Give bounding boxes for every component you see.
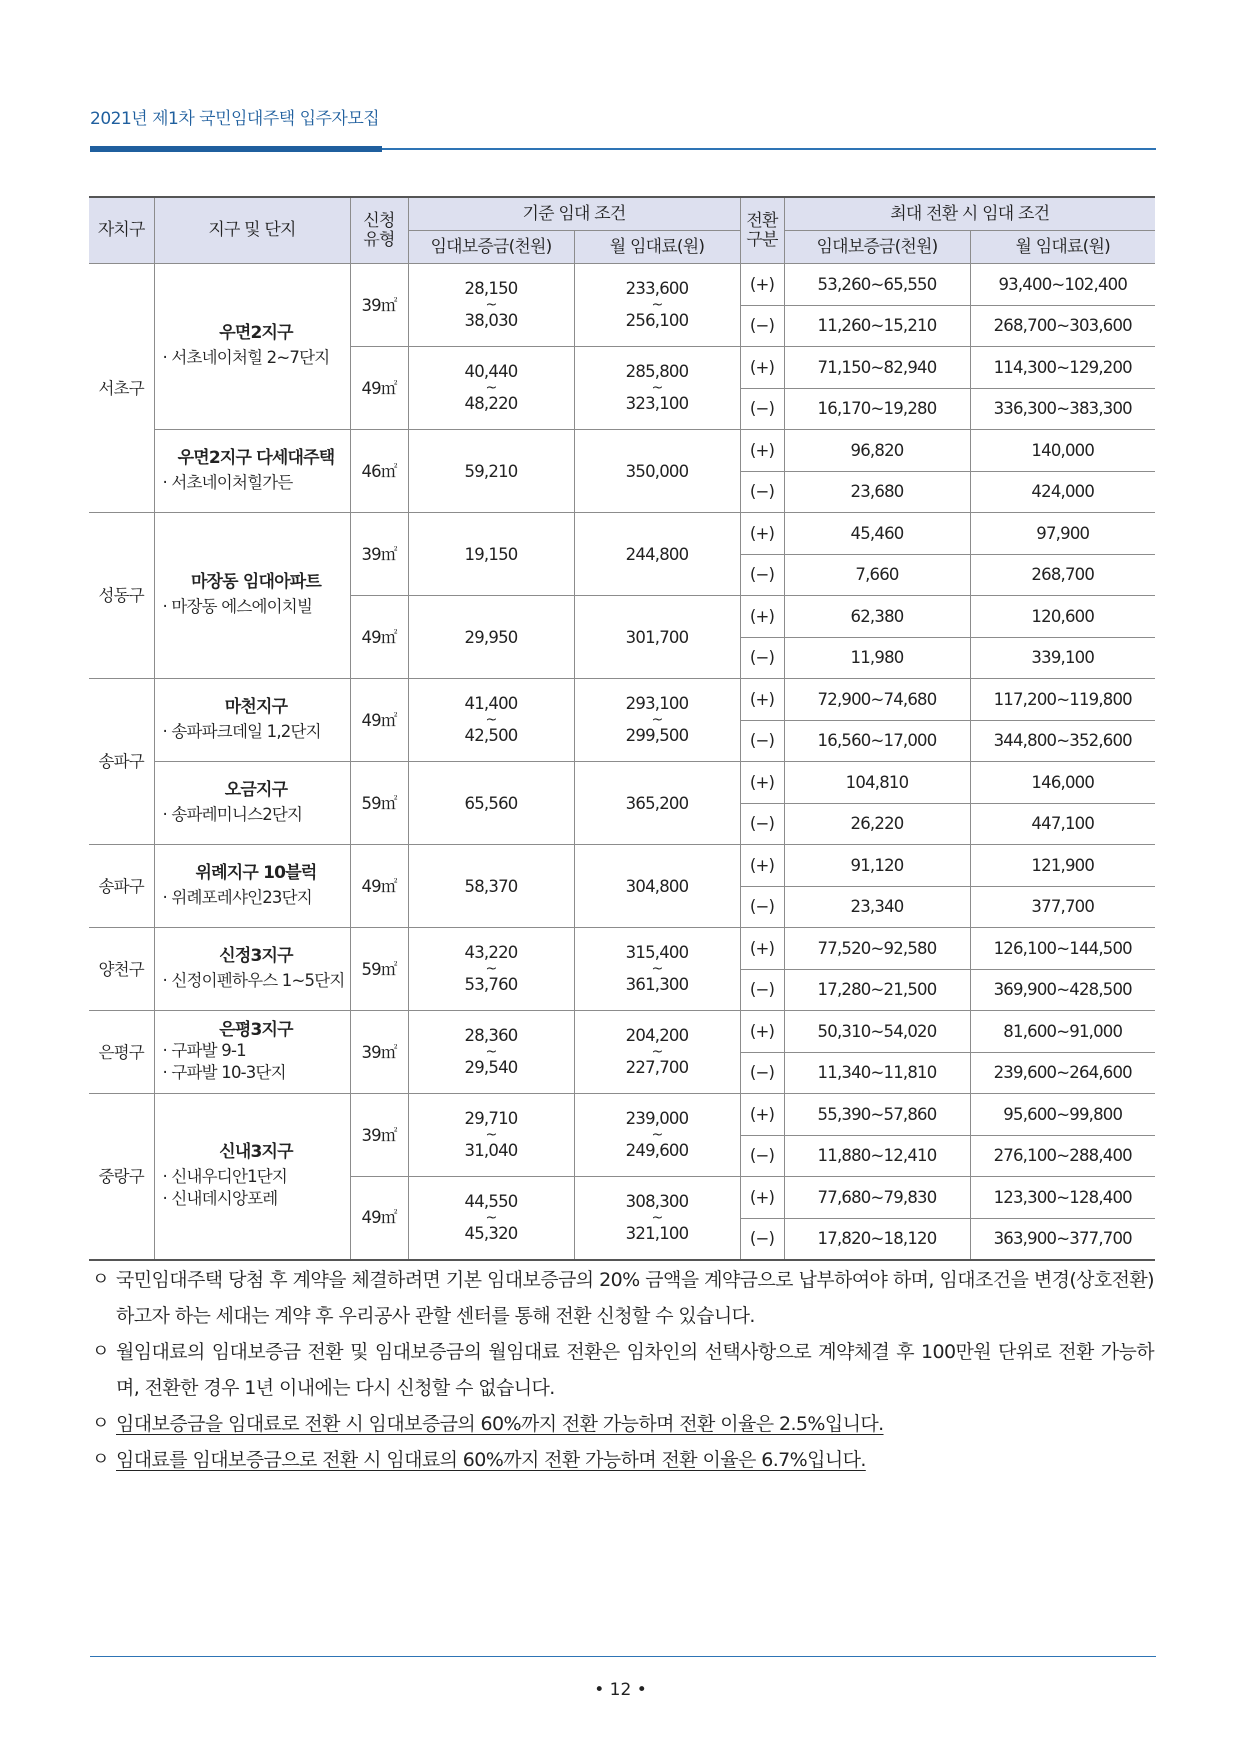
base-rent-cell: 204,200 ~ 227,700: [574, 1011, 740, 1094]
max-deposit-cell: 62,380: [784, 596, 970, 638]
base-deposit-cell: 29,710 ~ 31,040: [408, 1094, 574, 1177]
base-deposit-cell: 41,400 ~ 42,500: [408, 679, 574, 762]
max-rent-cell: 377,700: [970, 886, 1155, 928]
table-row: [89, 762, 1155, 804]
base-rent-cell: 233,600 ~ 256,100: [574, 264, 740, 347]
table-row: [89, 679, 1155, 721]
base-deposit-cell: 59,210: [408, 430, 574, 513]
header-rule-accent: [90, 146, 382, 152]
max-rent-cell: 268,700~303,600: [970, 305, 1155, 347]
complex-cell: [154, 1094, 350, 1260]
header-max-deposit: 임대보증금(천원): [784, 231, 970, 264]
base-rent-cell: 285,800 ~ 323,100: [574, 347, 740, 430]
max-rent-cell: 369,900~428,500: [970, 969, 1155, 1011]
base-deposit-cell: 28,360 ~ 29,540: [408, 1011, 574, 1094]
table-row: [89, 1094, 1155, 1136]
conv-minus: (−): [740, 720, 784, 762]
conv-plus: (+): [740, 928, 784, 970]
header-max-rent: 월 임대료(원): [970, 231, 1155, 264]
type-cell: 46㎡: [350, 430, 408, 513]
document-header: [90, 104, 1156, 129]
conv-plus: (+): [740, 1011, 784, 1053]
conv-plus: (+): [740, 430, 784, 472]
complex-sub: · 서초네이처힐가든: [162, 472, 293, 492]
complex-name: 신정3지구: [219, 945, 293, 966]
max-deposit-cell: 96,820: [784, 430, 970, 472]
header-district: 자치구: [89, 197, 154, 264]
conv-minus: (−): [740, 637, 784, 679]
type-cell: 39㎡: [350, 1094, 408, 1177]
base-deposit-cell: 19,150: [408, 513, 574, 596]
max-rent-cell: 447,100: [970, 803, 1155, 845]
complex-name: 우면2지구 다세대주택: [177, 447, 335, 468]
base-rent-cell: 293,100 ~ 299,500: [574, 679, 740, 762]
max-rent-cell: 114,300~129,200: [970, 347, 1155, 389]
document-title: 2021년 제1차 국민임대주택 입주자모집: [90, 109, 380, 129]
type-cell: 49㎡: [350, 1177, 408, 1260]
table-row: [89, 1011, 1155, 1053]
max-rent-cell: 126,100~144,500: [970, 928, 1155, 970]
max-deposit-cell: 91,120: [784, 845, 970, 887]
max-rent-cell: 95,600~99,800: [970, 1094, 1155, 1136]
complex-name: 우면2지구: [219, 323, 293, 343]
complex-cell: [154, 1011, 350, 1094]
header-base-conditions: 기준 임대 조건: [408, 197, 740, 231]
max-deposit-cell: 17,280~21,500: [784, 969, 970, 1011]
conv-minus: (−): [740, 969, 784, 1011]
max-rent-cell: 268,700: [970, 554, 1155, 596]
note-text: 임대보증금을 임대료로 전환 시 임대보증금의 60%까지 전환 가능하며 전환 이율은 2.5%입니다.: [116, 1413, 884, 1435]
conv-minus: (−): [740, 803, 784, 845]
complex-sub: · 구파발 9-1: [162, 1040, 246, 1060]
header-base-rent: 월 임대료(원): [574, 231, 740, 264]
complex-name: 신내3지구: [219, 1141, 293, 1162]
complex-sub: · 송파레미니스2단지: [162, 804, 303, 824]
base-rent-cell: 308,300 ~ 321,100: [574, 1177, 740, 1260]
bullet-icon: ㅇ: [92, 1413, 109, 1434]
base-deposit-cell: 43,220 ~ 53,760: [408, 928, 574, 1011]
max-rent-cell: 97,900: [970, 513, 1155, 555]
type-cell: 59㎡: [350, 762, 408, 845]
max-deposit-cell: 77,520~92,580: [784, 928, 970, 970]
conv-minus: (−): [740, 886, 784, 928]
base-deposit-cell: 44,550 ~ 45,320: [408, 1177, 574, 1260]
base-deposit-cell: 65,560: [408, 762, 574, 845]
max-deposit-cell: 11,340~11,810: [784, 1052, 970, 1094]
header-max-conditions: 최대 전환 시 임대 조건: [784, 197, 1155, 231]
table-row: [89, 928, 1155, 970]
rental-conditions-table: [89, 196, 1155, 1261]
max-deposit-cell: 7,660: [784, 554, 970, 596]
complex-sub: · 마장동 에스에이치빌: [162, 597, 313, 616]
max-rent-cell: 93,400~102,400: [970, 264, 1155, 306]
header-complex: 지구 및 단지: [154, 197, 350, 264]
complex-name: 위례지구 10블럭: [195, 862, 317, 883]
table-row: [89, 513, 1155, 555]
complex-sub: · 서초네이처힐 2~7단지: [162, 348, 330, 367]
bullet-icon: ㅇ: [92, 1449, 109, 1470]
max-deposit-cell: 53,260~65,550: [784, 264, 970, 306]
table-row: [89, 430, 1155, 472]
base-rent-cell: 315,400 ~ 361,300: [574, 928, 740, 1011]
base-rent-cell: 304,800: [574, 845, 740, 928]
conv-plus: (+): [740, 679, 784, 721]
complex-cell: [154, 513, 350, 679]
conv-minus: (−): [740, 1218, 784, 1260]
max-rent-cell: 424,000: [970, 471, 1155, 513]
complex-sub: · 송파파크데일 1,2단지: [162, 721, 321, 741]
conv-minus: (−): [740, 1052, 784, 1094]
note-text: 월임대료의 임대보증금 전환 및 임대보증금의 월임대료 전환은 임차인의 선택사항으로 계약체결 후 100만원 단위로 전환 가능하며, 전환한 경우 1년 이내에는 다시 신청할 수 없습니다.: [116, 1341, 1154, 1399]
district-cell: 은평구: [89, 1011, 154, 1094]
max-deposit-cell: 45,460: [784, 513, 970, 555]
max-rent-cell: 339,100: [970, 637, 1155, 679]
max-deposit-cell: 104,810: [784, 762, 970, 804]
type-cell: 39㎡: [350, 264, 408, 347]
type-cell: 39㎡: [350, 513, 408, 596]
max-rent-cell: 120,600: [970, 596, 1155, 638]
conv-plus: (+): [740, 1094, 784, 1136]
base-deposit-cell: 40,440 ~ 48,220: [408, 347, 574, 430]
max-rent-cell: 336,300~383,300: [970, 388, 1155, 430]
district-cell: 양천구: [89, 928, 154, 1011]
conv-plus: (+): [740, 347, 784, 389]
complex-name: 마천지구: [224, 696, 288, 717]
complex-sub: · 구파발 10-3단지: [162, 1062, 286, 1082]
max-rent-cell: 140,000: [970, 430, 1155, 472]
bullet-icon: ㅇ: [92, 1269, 109, 1290]
base-rent-cell: 239,000 ~ 249,600: [574, 1094, 740, 1177]
base-deposit-cell: 29,950: [408, 596, 574, 679]
max-deposit-cell: 11,980: [784, 637, 970, 679]
base-rent-cell: 244,800: [574, 513, 740, 596]
max-rent-cell: 363,900~377,700: [970, 1218, 1155, 1260]
conv-minus: (−): [740, 554, 784, 596]
note-text: 국민임대주택 당첨 후 계약을 체결하려면 기본 임대보증금의 20% 금액을 계약금으로 납부하여야 하며, 임대조건을 변경(상호전환)하고자 하는 세대는 계약 후 우리공사 관할 센터를 통해 전환 신청할 수 있습니다.: [116, 1269, 1154, 1327]
conv-minus: (−): [740, 1135, 784, 1177]
conv-plus: (+): [740, 264, 784, 306]
type-cell: 49㎡: [350, 679, 408, 762]
district-cell: 송파구: [89, 845, 154, 928]
complex-name: 은평3지구: [219, 1019, 293, 1040]
conv-minus: (−): [740, 305, 784, 347]
base-deposit-cell: 58,370: [408, 845, 574, 928]
conv-plus: (+): [740, 513, 784, 555]
complex-sub: · 위례포레샤인23단지: [162, 887, 312, 907]
max-deposit-cell: 77,680~79,830: [784, 1177, 970, 1219]
max-deposit-cell: 55,390~57,860: [784, 1094, 970, 1136]
complex-cell: [154, 928, 350, 1011]
conv-minus: (−): [740, 388, 784, 430]
max-deposit-cell: 72,900~74,680: [784, 679, 970, 721]
note-item: [92, 1334, 1154, 1406]
complex-cell: [154, 762, 350, 845]
header-base-deposit: 임대보증금(천원): [408, 231, 574, 264]
conv-plus: (+): [740, 845, 784, 887]
conv-plus: (+): [740, 1177, 784, 1219]
max-rent-cell: 123,300~128,400: [970, 1177, 1155, 1219]
table-row: [89, 845, 1155, 887]
max-deposit-cell: 71,150~82,940: [784, 347, 970, 389]
conv-minus: (−): [740, 471, 784, 513]
table-row: [89, 264, 1155, 306]
max-deposit-cell: 17,820~18,120: [784, 1218, 970, 1260]
complex-cell: [154, 845, 350, 928]
max-deposit-cell: 16,170~19,280: [784, 388, 970, 430]
max-rent-cell: 121,900: [970, 845, 1155, 887]
max-rent-cell: 276,100~288,400: [970, 1135, 1155, 1177]
district-cell: 송파구: [89, 679, 154, 845]
district-cell: 중랑구: [89, 1094, 154, 1260]
max-deposit-cell: 16,560~17,000: [784, 720, 970, 762]
max-deposit-cell: 50,310~54,020: [784, 1011, 970, 1053]
note-text: 임대료를 임대보증금으로 전환 시 임대료의 60%까지 전환 가능하며 전환 이율은 6.7%입니다.: [116, 1449, 866, 1471]
conv-plus: (+): [740, 762, 784, 804]
note-item: [92, 1406, 1154, 1442]
max-deposit-cell: 23,680: [784, 471, 970, 513]
complex-sub: · 신정이펜하우스 1~5단지: [162, 970, 345, 990]
base-rent-cell: 365,200: [574, 762, 740, 845]
complex-sub: · 신내데시앙포레: [162, 1188, 278, 1208]
complex-name: 오금지구: [224, 779, 288, 800]
note-item: [92, 1442, 1154, 1478]
complex-name: 마장동 임대아파트: [190, 572, 322, 592]
district-cell: 서초구: [89, 264, 154, 513]
max-rent-cell: 239,600~264,600: [970, 1052, 1155, 1094]
complex-cell: [154, 430, 350, 513]
type-cell: 59㎡: [350, 928, 408, 1011]
type-cell: 39㎡: [350, 1011, 408, 1094]
base-rent-cell: 301,700: [574, 596, 740, 679]
footer-rule: [90, 1656, 1156, 1657]
max-deposit-cell: 11,880~12,410: [784, 1135, 970, 1177]
notes-section: [92, 1262, 1154, 1478]
header-type: 신청 유형: [350, 197, 408, 264]
max-deposit-cell: 26,220: [784, 803, 970, 845]
base-deposit-cell: 28,150 ~ 38,030: [408, 264, 574, 347]
max-deposit-cell: 11,260~15,210: [784, 305, 970, 347]
max-rent-cell: 81,600~91,000: [970, 1011, 1155, 1053]
page-number: • 12 •: [594, 1680, 647, 1700]
complex-sub: · 신내우디안1단지: [162, 1166, 288, 1186]
base-rent-cell: 350,000: [574, 430, 740, 513]
max-deposit-cell: 23,340: [784, 886, 970, 928]
conv-plus: (+): [740, 596, 784, 638]
bullet-icon: ㅇ: [92, 1341, 109, 1362]
type-cell: 49㎡: [350, 347, 408, 430]
max-rent-cell: 117,200~119,800: [970, 679, 1155, 721]
note-item: [92, 1262, 1154, 1334]
max-rent-cell: 344,800~352,600: [970, 720, 1155, 762]
complex-cell: [154, 679, 350, 762]
max-rent-cell: 146,000: [970, 762, 1155, 804]
district-cell: 성동구: [89, 513, 154, 679]
type-cell: 49㎡: [350, 845, 408, 928]
complex-cell: [154, 264, 350, 430]
type-cell: 49㎡: [350, 596, 408, 679]
header-conversion: 전환 구분: [740, 197, 784, 264]
